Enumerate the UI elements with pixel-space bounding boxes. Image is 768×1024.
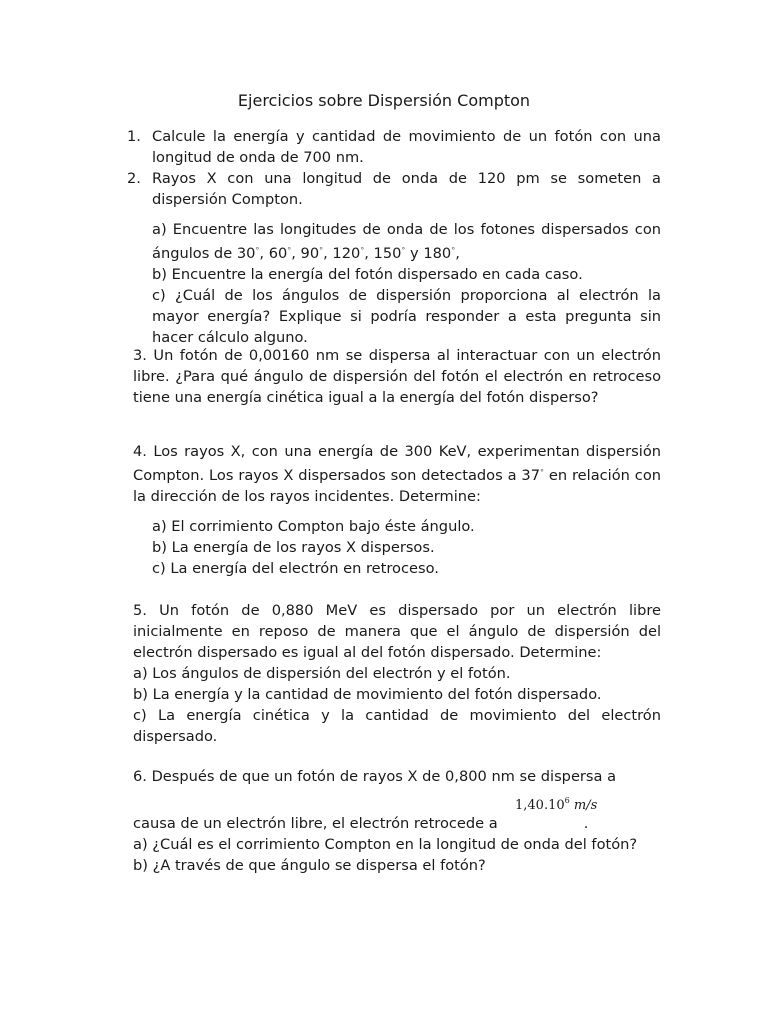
question-2a-text: a) Encuentre las longitudes de onda de los fotones dispersados con ángulos de	[152, 221, 661, 262]
question-4-text-start: 4. Los rayos X, con una energía de 300 KeV, experimentan dispersión Compton. Los rayos X dispersados son detectados a 37	[133, 443, 661, 484]
question-2c: c) ¿Cuál de los ángulos de dispersión proporciona al electrón la mayor energía? Explique si podría responder a esta pregunta sin hacer cálculo alguno.	[152, 287, 661, 346]
angle-separator: ,	[323, 245, 328, 262]
question-2-parts	[133, 219, 661, 348]
question-1-number: 1.	[127, 128, 141, 145]
question-4	[133, 441, 661, 507]
question-4-text	[133, 441, 661, 507]
degree-mark: °	[319, 246, 324, 255]
question-5	[133, 600, 661, 747]
question-1	[127, 126, 661, 168]
angle-separator: ,	[259, 245, 265, 262]
question-5-text: 5. Un fotón de 0,880 MeV es dispersado por un electrón libre inicialmente en reposo de manera que el ángulo de dispersión del electrón dispersado es igual al del fotón dispersado. Determine:	[133, 602, 661, 661]
angle-60: 60	[268, 245, 288, 262]
question-2b: b) Encuentre la energía del fotón dispersado en cada caso.	[152, 266, 583, 283]
question-2-number: 2.	[127, 170, 141, 187]
angle-90: 90	[300, 245, 320, 262]
question-6-text-1: 6. Después de que un fotón de rayos X de 0,800 nm se dispersa a	[133, 768, 617, 785]
question-6-line1	[133, 766, 661, 787]
question-6-text-2-start: causa de un electrón libre, el electrón retrocede a	[133, 815, 498, 832]
question-2-text: Rayos X con una longitud de onda de 120 pm se someten a dispersión Compton.	[152, 170, 661, 208]
degree-mark: °	[401, 246, 406, 255]
question-3	[133, 345, 661, 408]
velocity-formula	[515, 792, 597, 815]
question-5a: a) Los ángulos de dispersión del electrón y el fotón.	[133, 665, 511, 682]
question-6b: b) ¿A través de que ángulo se dispersa el fotón?	[133, 857, 486, 874]
question-4-parts	[133, 516, 661, 579]
formula-unit: m/s	[573, 798, 598, 813]
question-1-2-block	[127, 126, 661, 210]
question-6-text-2	[133, 813, 661, 834]
question-3-text: 3. Un fotón de 0,00160 nm se dispersa al interactuar con un electrón libre. ¿Para qué ángulo de dispersión del fotón el electrón en retroceso tiene una energía cinética igual a la energía del fotón disperso?	[133, 347, 661, 406]
question-6a: a) ¿Cuál es el corrimiento Compton en la longitud de onda del fotón?	[133, 836, 638, 853]
question-2	[127, 168, 661, 210]
question-5b: b) La energía y la cantidad de movimiento del fotón dispersado.	[133, 686, 602, 703]
angle-30: 30	[236, 245, 256, 262]
angle-separator: ,	[455, 245, 460, 262]
degree-mark: °	[287, 246, 292, 255]
question-1-text: Calcule la energía y cantidad de movimiento de un fotón con una longitud de onda de 700 nm.	[152, 128, 661, 166]
angle-120: 120	[332, 245, 361, 262]
question-4c: c) La energía del electrón en retroceso.	[152, 560, 439, 577]
angle-150: 150	[373, 245, 402, 262]
document-title: Ejercicios sobre Dispersión Compton	[237, 91, 531, 110]
angle-and: y	[410, 245, 419, 262]
degree-mark: °	[539, 468, 544, 477]
question-6-text-2-end: .	[583, 815, 589, 832]
question-4-text-end: en relación con la dirección de los rayos incidentes. Determine:	[133, 467, 661, 505]
question-5c: c) La energía cinética y la cantidad de movimiento del electrón dispersado.	[133, 707, 661, 745]
degree-mark: °	[451, 246, 456, 255]
degree-mark: °	[255, 246, 260, 255]
formula-exponent: 6	[564, 796, 570, 805]
degree-mark: °	[360, 246, 365, 255]
formula-base: 1,40.10	[515, 798, 565, 813]
question-4b: b) La energía de los rayos X dispersos.	[152, 539, 435, 556]
angle-separator: ,	[364, 245, 369, 262]
question-6-rest	[133, 813, 661, 876]
question-2a	[133, 219, 661, 264]
angle-separator: ,	[291, 245, 296, 262]
angle-180: 180	[423, 245, 452, 262]
question-4a: a) El corrimiento Compton bajo éste ángulo.	[152, 518, 475, 535]
